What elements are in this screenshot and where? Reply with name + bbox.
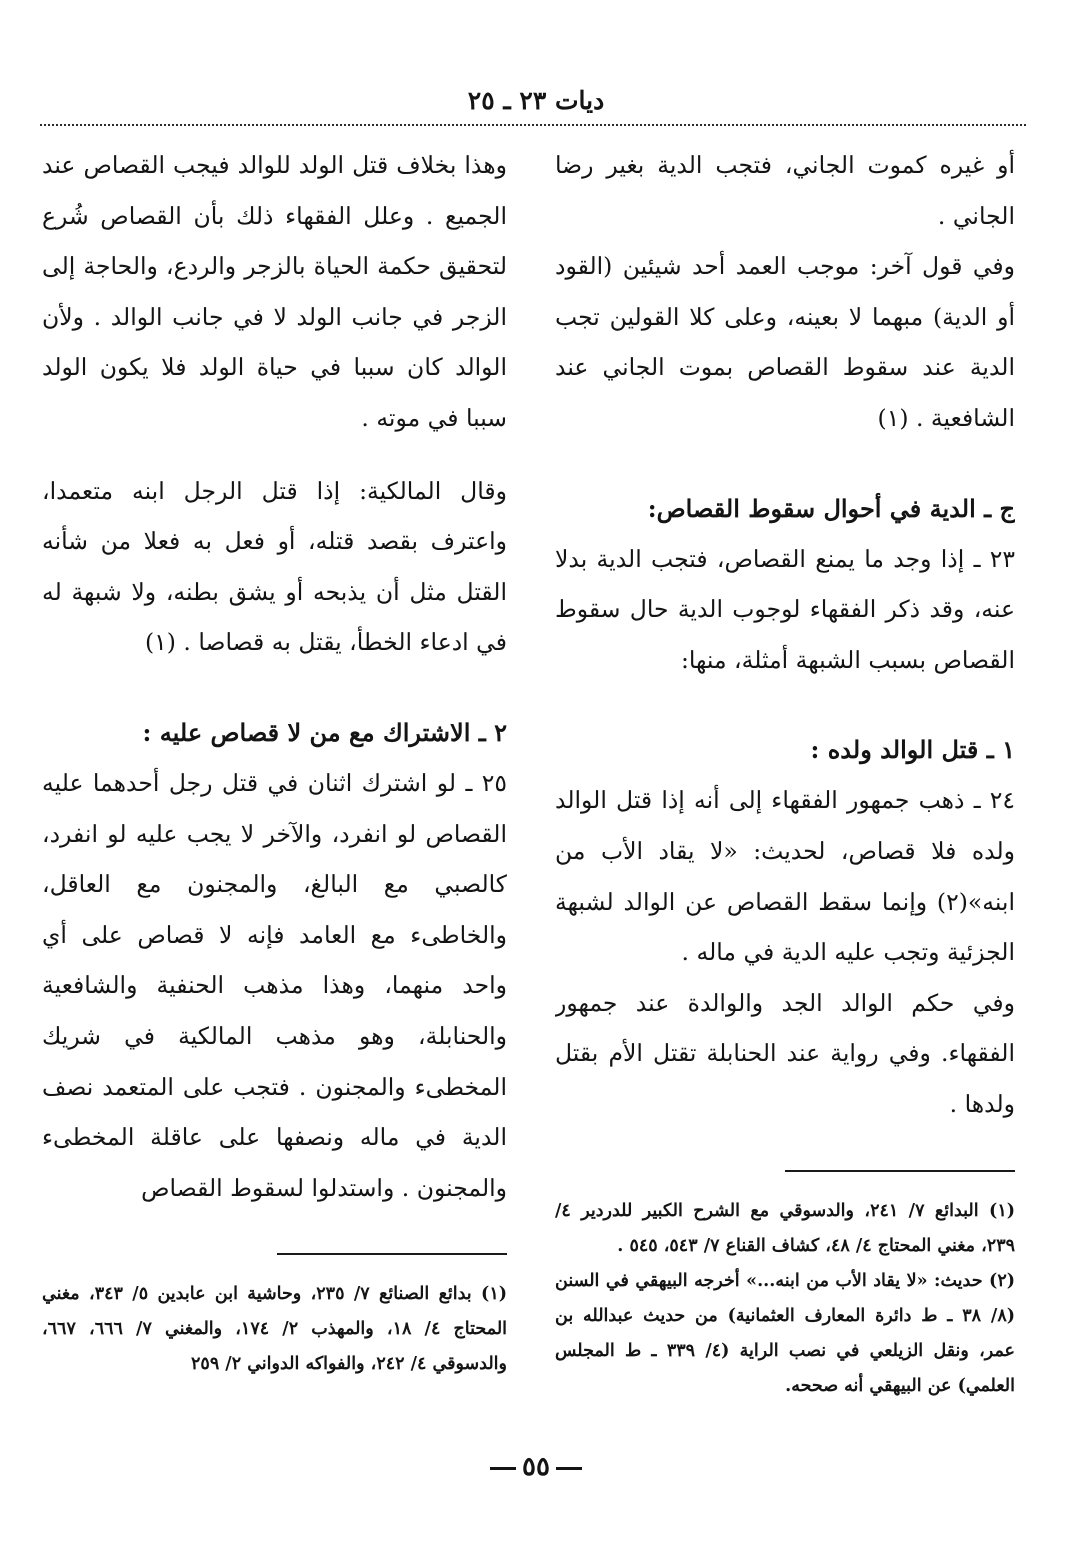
- spacer: [555, 1172, 1015, 1194]
- folio-dash: [556, 1467, 582, 1470]
- spacer: [555, 1130, 1015, 1170]
- right-column: [555, 140, 1015, 1430]
- paragraph: ٢٤ ـ ذهب جمهور الفقهاء إلى أنه إذا قتل الوالد ولده فلا قصاص، لحديث: «لا يقاد الأب من ابنه»(٢) وإنما سقط القصاص عن الوالد لشبهة الجزئية وتجب عليه الدية في ماله .: [555, 786, 1015, 967]
- spacer: [555, 685, 1015, 725]
- spacer: [42, 668, 507, 708]
- left-column: [42, 140, 507, 1430]
- section-heading: ج ـ الدية في أحوال سقوط القصاص:: [647, 493, 1015, 523]
- header-dotted-rule: [40, 124, 1026, 126]
- folio-dash: [490, 1467, 516, 1470]
- paragraph: وفي قول آخر: موجب العمد أحد شيئين (القود أو الدية) مبهما لا بعينه، وعلى كلا القولين تجب الدية عند سقوط القصاص بموت الجاني عند الشافعية . (١): [555, 252, 1015, 432]
- footnote: (٢) حديث: «لا يقاد الأب من ابنه...» أخرجه البيهقي في السنن (٨/ ٣٨ ـ ط دائرة المعارف العثمانية) من حديث عبدالله بن عمر، ونقل الزيلعي في نصب الراية (٤/ ٣٣٩ ـ ط المجلس العلمي) عن البيهقي أنه صححه.: [555, 1270, 1015, 1396]
- paragraph: وفي حكم الوالد الجد والوالدة عند جمهور الفقهاء. وفي رواية عند الحنابلة تقتل الأم بقتل ولدها .: [555, 988, 1015, 1118]
- paragraph: أو غيره كموت الجاني، فتجب الدية بغير رضا الجاني .: [555, 151, 1015, 230]
- subsection-heading: ١ ـ قتل الوالد ولده :: [810, 735, 1015, 765]
- running-header: ديات ٢٣ ـ ٢٥: [467, 86, 605, 115]
- paragraph: وهذا بخلاف قتل الولد للوالد فيجب القصاص عند الجميع . وعلل الفقهاء ذلك بأن القصاص شُرع لتحقيق حكمة الحياة بالزجر والردع، والحاجة إلى الزجر في جانب الولد لا في جانب الوالد . ولأن الوالد كان سببا في حياة الولد فلا يكون الولد سببا في موته .: [42, 151, 507, 432]
- paragraph: ٢٥ ـ لو اشترك اثنان في قتل رجل أحدهما عليه القصاص لو انفرد، والآخر لا يجب عليه لو انفرد، كالصبي مع البالغ، والمجنون مع العاقل، والخاطىء مع العامد فإنه لا قصاص على أي واحد منهما، وهذا مذهب الحنفية والشافعية والحنابلة، وهو مذهب المالكية في شريك المخطىء والمجنون . فتجب على المتعمد نصف الدية في ماله ونصفها على عاقلة المخطىء والمجنون . واستدلوا لسقوط القصاص: [42, 768, 507, 1202]
- paragraph: ٢٣ ـ إذا وجد ما يمنع القصاص، فتجب الدية بدلا عنه، وقد ذكر الفقهاء لوجوب الدية حال سقوط القصاص بسبب الشبهة أمثلة، منها:: [555, 544, 1015, 674]
- paragraph: وقال المالكية: إذا قتل الرجل ابنه متعمدا، واعترف بقصد قتله، أو فعل به فعلا من شأنه القتل مثل أن يذبحه أو يشق بطنه، ولا شبهة له في ادعاء الخطأ، يقتل به قصاصا . (١): [42, 476, 507, 657]
- footnote: (١) البدائع ٧/ ٢٤١، والدسوقي مع الشرح الكبير للدردير ٤/ ٢٣٩، مغني المحتاج ٤/ ٤٨، كشاف القناع ٧/ ٥٤٣، ٥٤٥ .: [555, 1200, 1015, 1256]
- spacer: [42, 1213, 507, 1253]
- spacer: [555, 444, 1015, 484]
- subsection-heading: ٢ ـ الاشتراك مع من لا قصاص عليه :: [142, 717, 507, 747]
- page-number: [0, 1452, 1072, 1482]
- spacer: [42, 444, 507, 466]
- footnote: (١) بدائع الصنائع ٧/ ٢٣٥، وحاشية ابن عابدين ٥/ ٣٤٣، مغني المحتاج ٤/ ١٨، والمهذب ٢/ ١٧٤، والمغني ٧/ ٦٦٦، ٦٦٧، والدسوقي ٤/ ٢٤٢، والفواكه الدواني ٢/ ٢٥٩: [42, 1284, 507, 1375]
- spacer: [42, 1255, 507, 1277]
- page-number-text: ٥٥: [522, 1452, 550, 1482]
